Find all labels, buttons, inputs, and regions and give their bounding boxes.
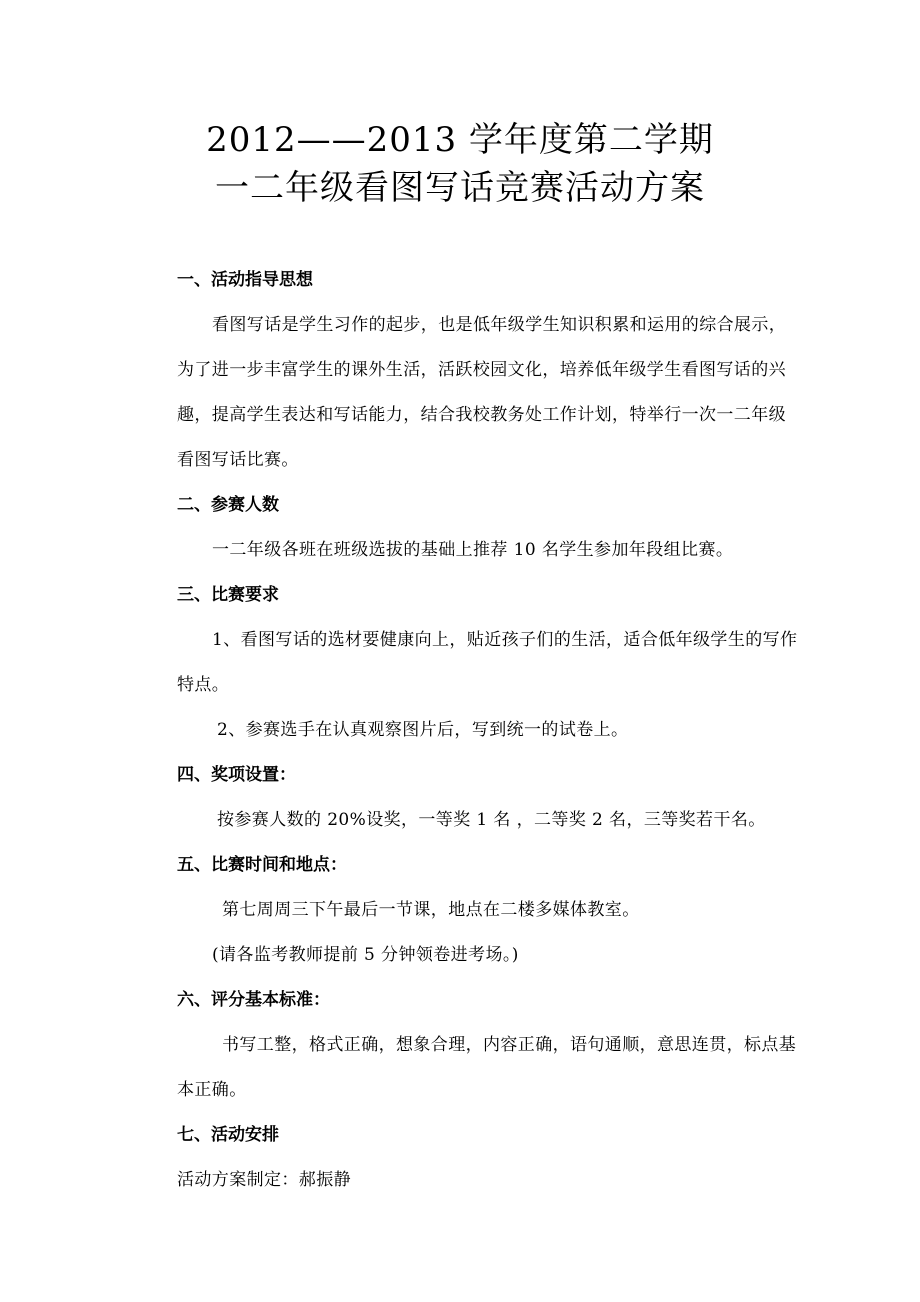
paragraph-line: 第七周周三下午最后一节课，地点在二楼多媒体教室。 — [222, 900, 640, 920]
section-heading-arrangement: 七、活动安排 — [177, 1125, 279, 1145]
paragraph-line: 本正确。 — [177, 1080, 247, 1100]
section-heading-guiding-idea: 一、活动指导思想 — [177, 270, 313, 290]
section-heading-participants: 二、参赛人数 — [177, 495, 279, 515]
paragraph-line: 2、参赛选手在认真观察图片后，写到统一的试卷上。 — [217, 720, 629, 740]
paragraph-line: 活动方案制定：郝振静 — [177, 1170, 351, 1190]
section-heading-requirements: 三、比赛要求 — [177, 585, 279, 605]
paragraph-line: 看图写话是学生习作的起步，也是低年级学生知识积累和运用的综合展示， — [212, 315, 787, 335]
paragraph-line: 特点。 — [177, 675, 230, 695]
section-heading-awards: 四、奖项设置： — [177, 765, 296, 785]
paragraph-line: 书写工整，格式正确，想象合理，内容正确，语句通顺，意思连贯，标点基 — [222, 1035, 797, 1055]
document-title-line-2: 一二年级看图写话竞赛活动方案 — [215, 168, 705, 208]
paragraph-line: 1、看图写话的选材要健康向上，贴近孩子们的生活，适合低年级学生的写作 — [212, 630, 798, 650]
paragraph-line: 看图写话比赛。 — [177, 450, 299, 470]
paragraph-line: 按参赛人数的 20%设奖，一等奖 1 名 ，二等奖 2 名，三等奖若干名。 — [217, 810, 766, 830]
section-heading-scoring: 六、评分基本标准： — [177, 990, 330, 1010]
paragraph-line: 一二年级各班在班级选拔的基础上推荐 10 名学生参加年段组比赛。 — [212, 540, 734, 560]
document-title-line-1: 2012——2013 学年度第二学期 — [206, 120, 714, 160]
paragraph-line: (请各监考教师提前 5 分钟领卷进考场。) — [212, 945, 519, 965]
paragraph-line: 为了进一步丰富学生的课外生活，活跃校园文化，培养低年级学生看图写话的兴 — [177, 360, 786, 380]
section-heading-time-place: 五、比赛时间和地点： — [177, 855, 347, 875]
paragraph-line: 趣，提高学生表达和写话能力，结合我校教务处工作计划，特举行一次一二年级 — [177, 405, 786, 425]
